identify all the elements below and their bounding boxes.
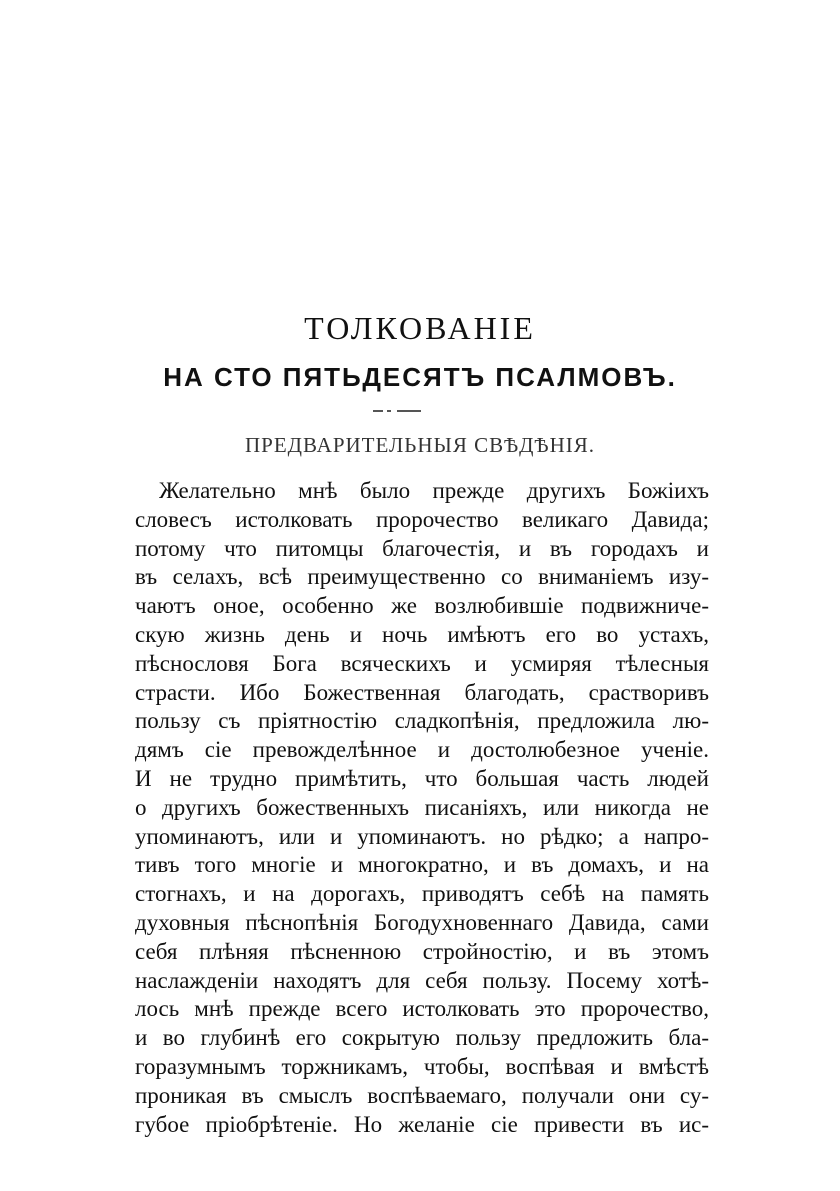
text-line: страсти. Ибо Божественная благодать, срастворивъ: [135, 679, 709, 705]
page-subtitle: НА СТО ПЯТЬДЕСЯТЪ ПСАЛМОВЪ.: [163, 362, 677, 392]
text-line: Желательно мнѣ было прежде другихъ Божіихъ: [159, 478, 709, 503]
text-line: о другихъ божественныхъ писаніяхъ, или никогда не: [135, 794, 709, 820]
text-line: словесъ истолковать пророчество великаго Давида;: [135, 506, 709, 532]
text-line: губое пріобрѣтеніе. Но желаніе сіе привести въ ис-: [135, 1111, 709, 1137]
text-line: себя плѣняя пѣсненною стройностію, и въ этомъ: [135, 938, 709, 964]
text-line: проникая въ смыслъ воспѣваемаго, получали они су-: [135, 1082, 709, 1108]
text-line: въ селахъ, всѣ преимущественно со вниманіемъ изу-: [135, 564, 709, 590]
text-line: духовныя пѣснопѣнія Богодухновеннаго Давида, сами: [135, 909, 709, 935]
text-line: стогнахъ, и на дорогахъ, приводятъ себѣ на память: [135, 881, 709, 907]
text-line: упоминаютъ, или и упоминаютъ. но рѣдко; а напро-: [135, 823, 709, 849]
text-line: дямъ сіе превожделѣнное и достолюбезное ученіе.: [135, 737, 709, 763]
text-line: потому что питомцы благочестія, и въ городахъ и: [135, 535, 709, 561]
text-line: горазумнымъ торжникамъ, чтобы, воспѣвая и вмѣстѣ: [135, 1053, 709, 1079]
text-line: и во глубинѣ его сокрытую пользу предложить бла-: [135, 1025, 709, 1051]
text-line: пѣснословя Бога всяческихъ и усмиряя тѣлесныя: [135, 650, 709, 676]
page-title: ТОЛКОВАНІЕ: [304, 310, 536, 346]
text-line: тивъ того многіе и многократно, и въ домахъ, и на: [135, 852, 709, 878]
text-line: чаютъ оное, особенно же возлюбившіе подвижниче-: [135, 593, 709, 619]
ornament-divider: [373, 410, 421, 412]
text-line: лось мнѣ прежде всего истолковать это пророчество,: [135, 996, 709, 1022]
text-line: скую жизнь день и ночь имѣютъ его во устахъ,: [135, 621, 709, 647]
text-line: пользу съ пріятностію сладкопѣнія, предложила лю-: [135, 708, 709, 734]
text-line: И не трудно примѣтить, что большая часть людей: [135, 765, 709, 791]
section-heading: ПРЕДВАРИТЕЛЬНЫЯ СВѢДѢНІЯ.: [244, 433, 596, 457]
text-line: наслажденіи находятъ для себя пользу. Посему хотѣ-: [135, 967, 709, 993]
body-text: [135, 477, 709, 1139]
